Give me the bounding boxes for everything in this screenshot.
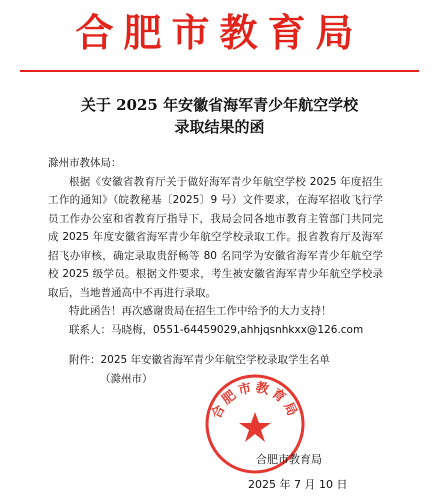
body-paragraph-2: 特此函告！再次感谢贵局在招生工作中给予的大力支持！ bbox=[69, 305, 332, 317]
star-icon bbox=[239, 412, 271, 442]
contact-line: 联系人：马晓梅，0551-64459029,ahhjqsnhkxx@126.com bbox=[69, 323, 364, 336]
signature-date: 2025 年 7 月 10 日 bbox=[248, 478, 348, 491]
signature-org: 合肥市教育局 bbox=[256, 453, 322, 466]
letterhead-title: 合肥市教育局 bbox=[75, 10, 364, 55]
document-title-line1: 关于 2025 年安徽省海军青少年航空学校 bbox=[80, 96, 359, 114]
body-paragraph-1: 根据《安徽省教育厅关于做好海军青少年航空学校 2025 年度招生工作的通知》（皖教秘基〔2025〕9 号）文件要求，在海军招收飞行学员工作办公室和省教育厅指导下，我局会同各地市教育主管部门共同完成 2025 年度安徽省海军青少年航空学校录取工作。报省教育厅及海军招飞办审核，确定录取贵舒畅等 80 名同学为安徽省海军青少年航空学校 2025 级学员。根据文件要求，考生被安徽省海军青少年航空学校录取后，当地普通高中不再进行录取。 bbox=[48, 175, 383, 299]
attachment-subline: （滁州市） bbox=[100, 372, 153, 385]
salutation: 滁州市教体局： bbox=[48, 157, 122, 169]
attachment-line: 附件：2025 年安徽省海军青少年航空学校录取学生名单 bbox=[69, 354, 331, 366]
document-title bbox=[40, 94, 399, 138]
document-title-line2: 录取结果的函 bbox=[174, 118, 265, 136]
seal-text: 合肥市教育局 bbox=[209, 380, 301, 422]
letterhead-divider bbox=[20, 70, 419, 72]
document-body bbox=[48, 154, 383, 388]
